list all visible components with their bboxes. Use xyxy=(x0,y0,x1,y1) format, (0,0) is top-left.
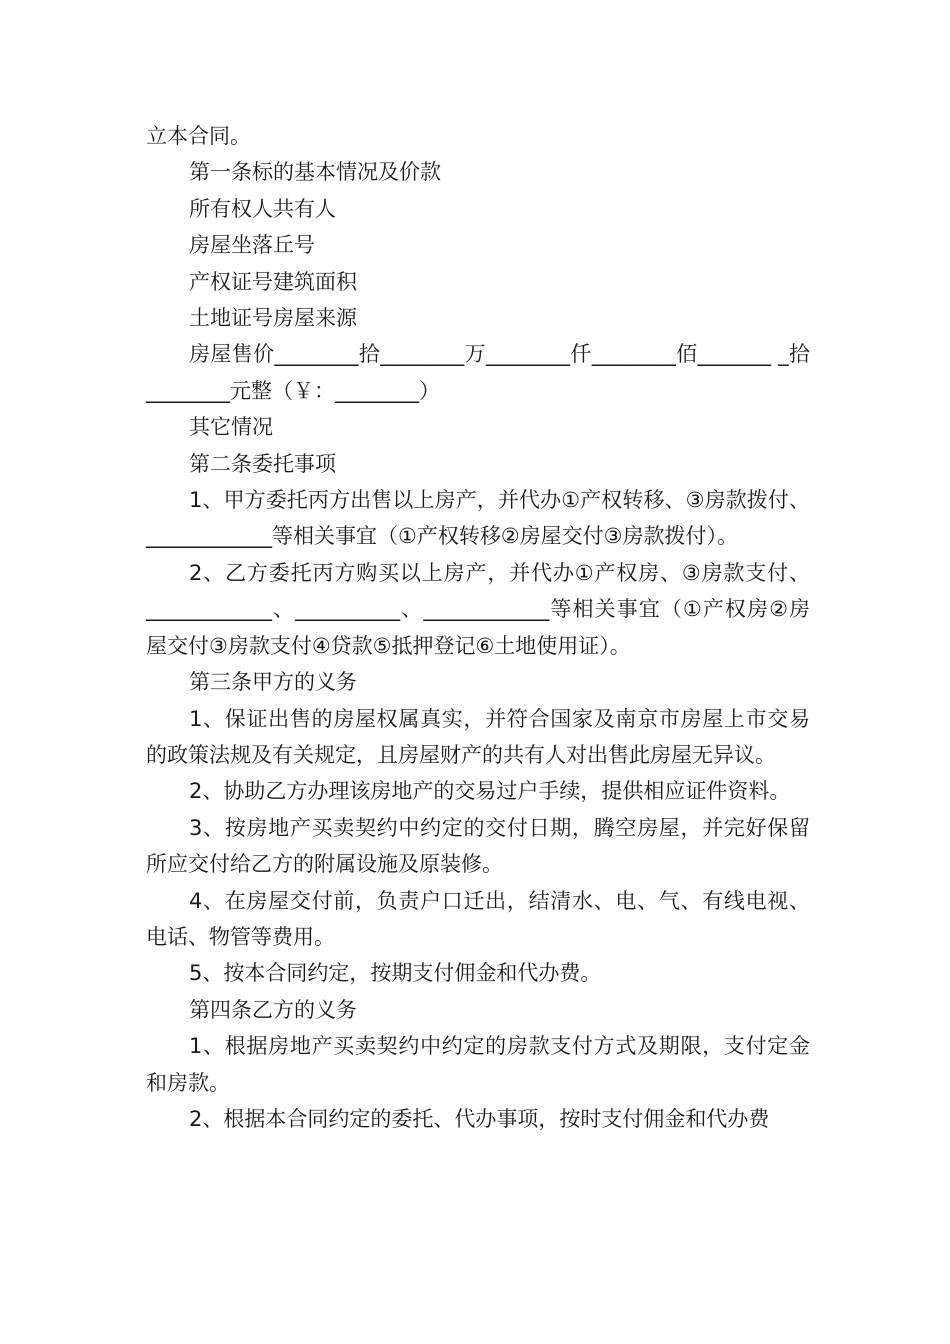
article-2-item-2: 2、乙方委托丙方购买以上房产，并代办①产权房、③房款支付、____________、__________、____________等相关事宜（①产权房②房屋交付③房款支付④贷款⑤抵押登记⑥土地使用证）。 xyxy=(146,560,810,658)
article-3-item-4: 4、在房屋交付前，负责户口迁出，结清水、电、气、有线电视、电话、物管等费用。 xyxy=(146,888,810,949)
article-3-item-1: 1、保证出售的房屋权属真实，并符合国家及南京市房屋上市交易的政策法规及有关规定，且房屋财产的共有人对出售此房屋无异议。 xyxy=(146,706,810,767)
article-3-item-3: 3、按房地产买卖契约中约定的交付日期，腾空房屋，并完好保留所应交付给乙方的附属设施及原装修。 xyxy=(146,815,810,877)
article-3-item-5: 5、按本合同约定，按期支付佣金和代办费。 xyxy=(189,961,602,986)
article-4-item-2: 2、根据本合同约定的委托、代办事项，按时支付佣金和代办费 xyxy=(189,1106,770,1131)
location-line: 房屋坐落丘号 xyxy=(189,233,315,258)
article-3-heading: 第三条甲方的义务 xyxy=(189,670,357,695)
article-3-item-2: 2、协助乙方办理该房地产的交易过户手续，提供相应证件资料。 xyxy=(189,779,791,804)
other-info-line: 其它情况 xyxy=(189,415,273,440)
article-2-heading: 第二条委托事项 xyxy=(189,451,336,476)
article-1-heading: 第一条标的基本情况及价款 xyxy=(189,160,441,185)
owner-line: 所有权人共有人 xyxy=(189,196,336,221)
article-2-item-1: 1、甲方委托丙方出售以上房产，并代办①产权转移、③房款拨付、____________等相关事宜（①产权转移②房屋交付③房款拨付）。 xyxy=(146,488,810,549)
article-4-heading: 第四条乙方的义务 xyxy=(189,997,357,1022)
sale-price-line: 房屋售价________拾________万________仟________佰_______ _拾________元整（￥：________） xyxy=(146,342,810,403)
land-certificate-line: 土地证号房屋来源 xyxy=(189,306,357,331)
article-4-item-1: 1、根据房地产买卖契约中约定的房款支付方式及期限，支付定金和房款。 xyxy=(146,1034,810,1095)
certificate-line: 产权证号建筑面积 xyxy=(189,269,357,294)
document-page xyxy=(146,118,810,1137)
paragraph-intro-end: 立本合同。 xyxy=(146,124,251,148)
